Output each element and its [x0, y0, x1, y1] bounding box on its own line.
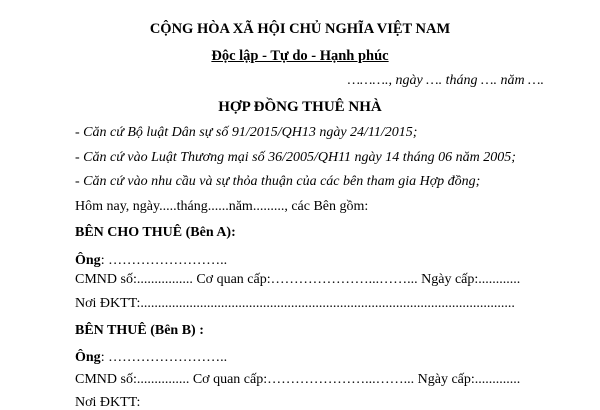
party-a-address-line: Nơi ĐKTT:...........................................................................................................: [75, 296, 515, 311]
intro-line: Hôm nay, ngày.....tháng......năm........., các Bên gồm:: [75, 199, 369, 214]
party-b-name-line: [75, 351, 227, 365]
party-b-heading: BÊN THUÊ (Bên B) :: [75, 323, 204, 338]
basis-item: - Căn cứ vào nhu cầu và sự thỏa thuận của các bên tham gia Hợp đồng;: [75, 174, 481, 189]
party-a-id-line: CMND số:................ Cơ quan cấp:…………………...……... Ngày cấp:............: [75, 272, 521, 287]
party-a-name-label: Ông: [75, 253, 101, 268]
party-b-name-value: : ……………………..: [100, 350, 228, 365]
basis-item: - Căn cứ Bộ luật Dân sự số 91/2015/QH13 ngày 24/11/2015;: [75, 125, 418, 140]
party-b-id-line: CMND số:............... Cơ quan cấp:…………………...……... Ngày cấp:.............: [75, 372, 521, 387]
contract-title: HỢP ĐỒNG THUÊ NHÀ: [218, 99, 382, 115]
basis-item: - Căn cứ vào Luật Thương mại số 36/2005/QH11 ngày 14 tháng 06 năm 2005;: [75, 150, 516, 165]
motto: Độc lập - Tự do - Hạnh phúc: [211, 48, 389, 64]
party-a-name-value: : ……………………..: [100, 253, 228, 268]
party-b-name-label: Ông: [75, 350, 101, 365]
dateline: ………., ngày …. tháng …. năm ….: [347, 73, 544, 88]
party-a-heading: BÊN CHO THUÊ (Bên A):: [75, 225, 236, 240]
party-b-address-line: Nơi ĐKTT:: [75, 395, 141, 410]
nation-heading: CỘNG HÒA XÃ HỘI CHỦ NGHĨA VIỆT NAM: [149, 21, 451, 37]
party-a-name-line: [75, 254, 227, 268]
